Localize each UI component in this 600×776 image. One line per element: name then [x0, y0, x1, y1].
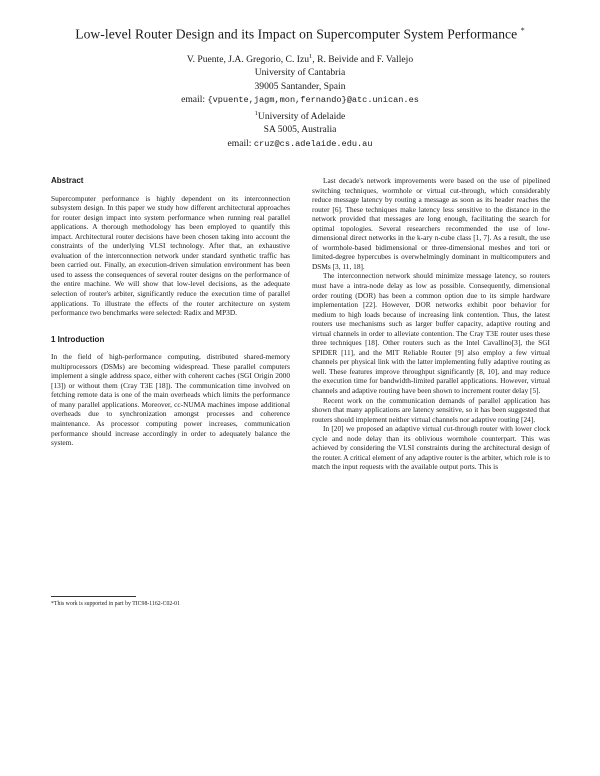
affiliation-1-name: University of Cantabria	[254, 67, 346, 79]
footnote-divider	[51, 596, 136, 597]
introduction-heading: 1 Introduction	[51, 334, 105, 344]
email-2-line	[0, 137, 600, 151]
left-column	[51, 176, 290, 455]
email-2-label: email:	[227, 137, 254, 149]
paper-title-text: Low-level Router Design and its Impact on Supercomputer System Performance	[75, 26, 518, 42]
author-names	[0, 50, 600, 66]
affiliation-2-line	[0, 107, 600, 123]
affiliation-2-address: SA 5005, Australia	[263, 124, 337, 136]
email-1-label: email:	[181, 93, 208, 105]
paper-title	[0, 26, 600, 43]
email-1-line	[0, 93, 600, 107]
introduction-paragraph-2: Last decade's network improvements were based on the use of pipelined switching techniques, wormhole or virtual cut-through, which considerably reduce message latency by routing a message as soon as its header reaches the router [6]. These techniques make latency less sensitive to the distance in the network provided that messages are long enough, facilitating the search for optimal topologies. Several researchers recommended the use of low-dimensional direct networks in the k-ary n-cube class [1, 7]. As a result, the use of wormhole-based bidimensional or three-dimensional meshes and tori or limited-degree hypercubes is overwhelmingly dominant in multicomputers and DSMs [3, 11, 18].	[312, 176, 550, 271]
affiliation-1-address: 39005 Santander, Spain	[254, 80, 346, 92]
title-footnote-mark: *	[520, 26, 525, 35]
introduction-paragraph-5: In [20] we proposed an adaptive virtual cut-through router with lower clock cycle and node delay than its oblivious wormhole counterpart. This was achieved by considering the VLSI constraints during the architectural design of the router. A critical element of any adaptive router is the arbiter, which role is to match the input requests with the available output ports. This is	[312, 424, 550, 472]
abstract-heading: Abstract	[51, 176, 84, 185]
introduction-paragraph-4: Recent work on the communication demands of parallel application has shown that many applications are latency sensitive, so it has been suggested that routers should implement neither virtual channels nor adaptive routing [24].	[312, 395, 550, 424]
author-names-text: V. Puente, J.A. Gregorio, C. Izu	[186, 54, 310, 66]
affiliation-2-name: University of Adelaide	[257, 111, 346, 123]
introduction-paragraph-1: In the field of high-performance computing, distributed shared-memory multiprocessors (DSMs) are becoming widespread. These parallel computers implement a single address space, either with coherent caches (SGI Origin 2000 [13]) or without them (Cray T3E [18]). The communication time involved on fetching remote data is one of the main overheads which limits the performance of many parallel applications. Moreover, cc-NUMA machines impose additional overheads due to synchronization amongst processes and coherence maintenance. As processor computing power increases, communication performance should increase accordingly in order to adequately balance the system.	[51, 352, 290, 448]
footnote: *This work is supported in part by TIC98-1162-C02-01	[51, 601, 180, 607]
author-block	[0, 50, 600, 151]
abstract-section	[51, 176, 290, 318]
izu-affiliation-mark: 1	[309, 53, 313, 60]
email-2[interactable]: cruz@cs.adelaide.edu.au	[253, 138, 373, 149]
right-column	[312, 176, 550, 472]
affiliation-2-mark: 1	[254, 110, 258, 117]
abstract-text: Supercomputer performance is highly dependent on its interconnection subsystem design. In this paper we study how different architectural approaches for router design impact into system performance when running real parallel applications. A thorough methodology has been employed to quantify this impact. Architectural router decisions have been chosen taking into account the constraints of the underlying VLSI technology. After that, an exhaustive evaluation of the interconnection network under standard synthetic traffic has been carried out. Finally, an execution-driven simulation environment has been used to assess the consequences of several router designs on the performance of the entire machine. We will show that low-level decisions, as the adequate selection of router's arbiter, significantly reduce the execution time of parallel applications. To illustrate the effects of the router architecture on system performance two benchmarks were selected: Radix and MP3D.	[51, 193, 290, 318]
introduction-paragraph-3: The interconnection network should minimize message latency, so routers must have a intra-node delay as low as possible. Consequently, dimensional order routing (DOR) has been a common option due to its simple hardware implementation [22]. However, DOR networks exhibit poor behavior for medium to high loads because of increasing link contention. Thus, the latest routers use mechanisms such as larger buffer capacity, adaptive routing and virtual channels in order to alleviate contention. The Cray T3E router uses these three techniques [18]. Other routers such as the Intel Cavallino[3], the SGI SPIDER [11], and the MIT Reliable Router [9] also employ a few virtual channels per physical link with the latter implementing fully adaptive routing as well. These features improve throughput significantly [8, 10], and may reduce the execution time for bandwidth-limited parallel applications. However, virtual channels and adaptive routing have been shown to increment router delay [5].	[312, 271, 550, 396]
email-1[interactable]: {vpuente,jagm,mon,fernando}@atc.unican.es	[207, 94, 419, 105]
author-names-rest: , R. Beivide and F. Vallejo	[312, 54, 414, 66]
